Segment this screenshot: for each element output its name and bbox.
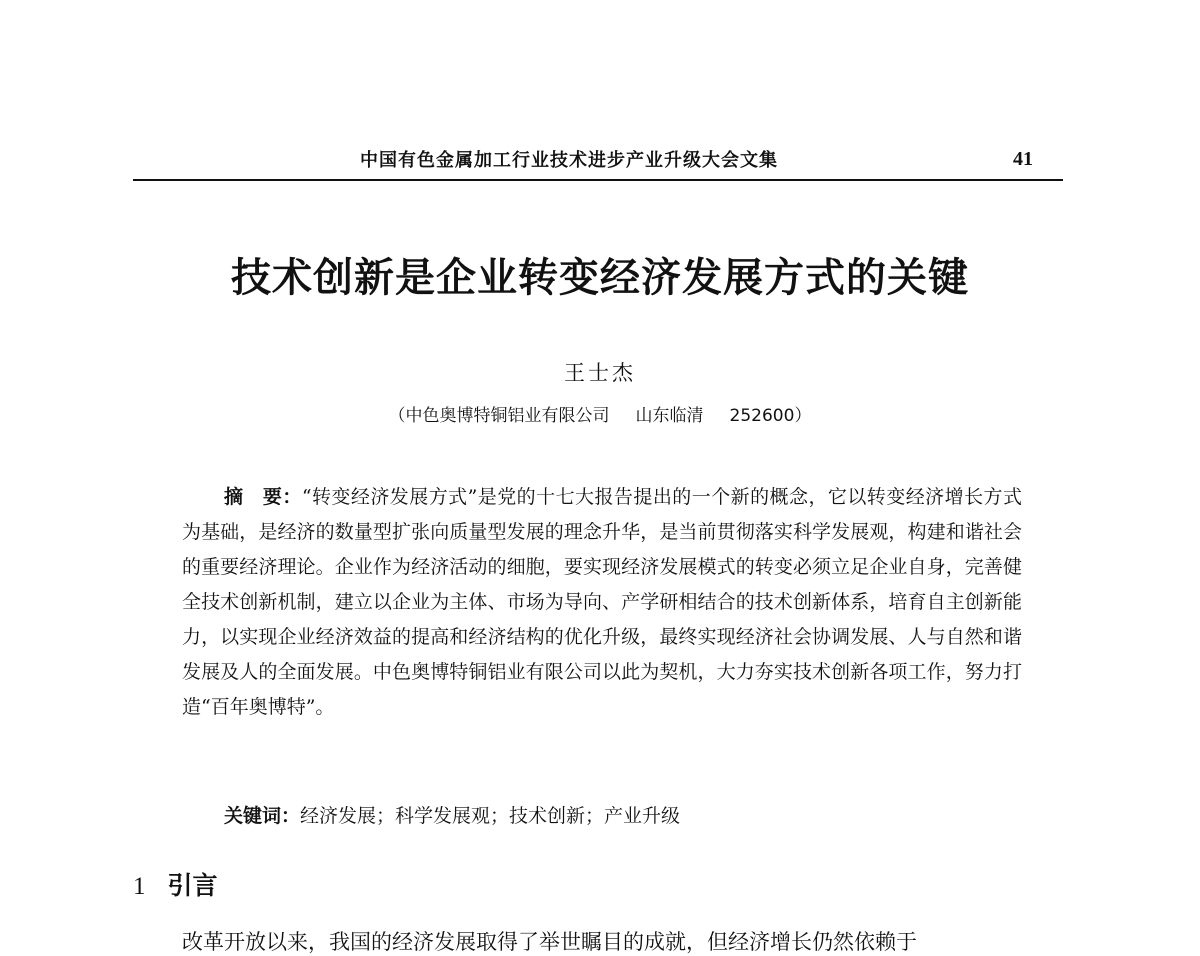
section-heading bbox=[133, 866, 218, 902]
body-paragraph-first-line: 改革开放以来，我国的经济发展取得了举世瞩目的成就，但经济增长仍然依赖于 bbox=[182, 930, 917, 954]
running-title: 中国有色金属加工行业技术进步产业升级大会文集 bbox=[360, 150, 778, 171]
affiliation-company: 中色奥博特铜铝业有限公司 bbox=[405, 406, 610, 426]
keywords bbox=[224, 801, 680, 828]
affiliation-postcode: 252600 bbox=[729, 406, 795, 426]
author-affiliation bbox=[0, 401, 1200, 426]
keywords-label: 关键词： bbox=[224, 805, 301, 827]
affiliation-close-paren: ） bbox=[794, 406, 812, 426]
abstract bbox=[182, 480, 1022, 725]
author-name: 王士杰 bbox=[564, 361, 636, 385]
abstract-text: “转变经济发展方式”是党的十七大报告提出的一个新的概念，它以转变经济增长方式为基础，是经济的数量型扩张向质量型发展的理念升华，是当前贯彻落实科学发展观，构建和谐社会的重要经济理论。企业作为经济活动的细胞，要实现经济发展模式的转变必须立足企业自身，完善健全技术创新机制，建立以企业为主体、市场为导向、产学研相结合的技术创新体系，培育自主创新能力，以实现企业经济效益的提高和经济结构的优化升级，最终实现经济社会协调发展、人与自然和谐发展及人的全面发展。中色奥博特铜铝业有限公司以此为契机，大力夯实技术创新各项工作，努力打造“百年奥博特”。 bbox=[182, 486, 1022, 718]
article-title: 技术创新是企业转变经济发展方式的关键 bbox=[231, 254, 969, 301]
affiliation-location: 山东临清 bbox=[635, 406, 704, 426]
section-title: 引言 bbox=[167, 871, 218, 900]
affiliation-open-paren: （ bbox=[388, 406, 406, 426]
abstract-label: 摘 要： bbox=[224, 486, 302, 508]
page-number: 41 bbox=[1013, 148, 1033, 170]
keywords-text: 经济发展；科学发展观；技术创新；产业升级 bbox=[300, 805, 681, 827]
header-rule bbox=[133, 179, 1063, 181]
section-number: 1 bbox=[133, 873, 146, 900]
